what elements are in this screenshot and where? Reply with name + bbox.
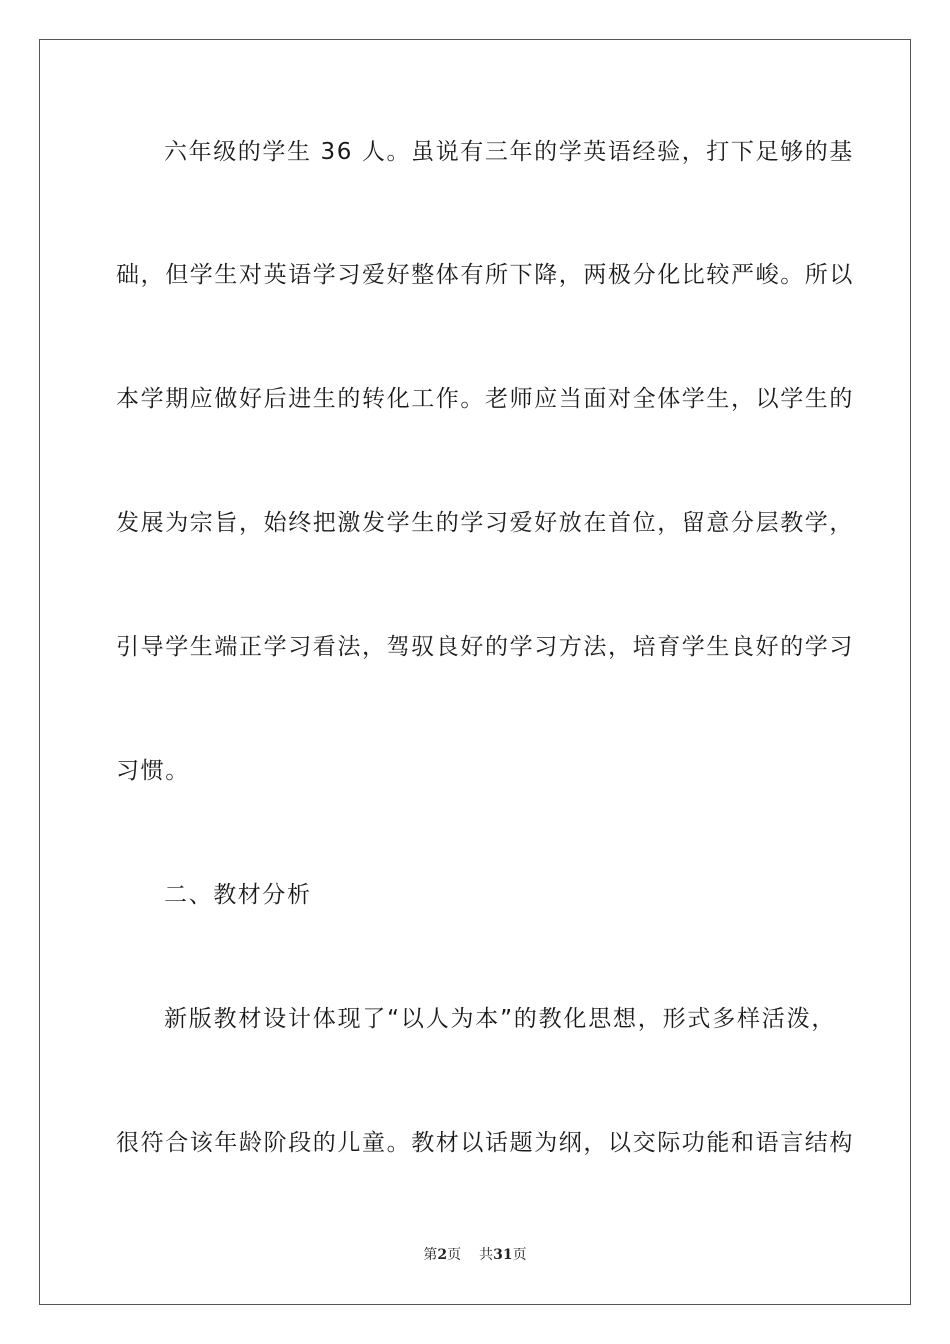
page-suffix: 页	[447, 1247, 462, 1263]
total-suffix: 页	[512, 1247, 527, 1263]
paragraph-line-1: 六年级的学生 36 人。虽说有三年的学英语经验，打下足够的基	[164, 139, 854, 165]
paragraph-line-8: 很符合该年龄阶段的儿童。教材以话题为纲，以交际功能和语言结构	[116, 1130, 854, 1156]
paragraph-line-7: 新版教材设计体现了“以人为本”的教化思想，形式多样活泼，	[164, 1006, 836, 1032]
page-footer	[0, 1246, 950, 1264]
page-prefix: 第	[423, 1247, 438, 1263]
page-number: 2	[437, 1247, 448, 1263]
total-pages: 31	[493, 1247, 513, 1263]
paragraph-line-2: 础，但学生对英语学习爱好整体有所下降，两极分化比较严峻。所以	[116, 262, 854, 288]
paragraph-line-5: 引导学生端正学习看法，驾驭良好的学习方法，培育学生良好的学习	[116, 634, 854, 660]
total-prefix: 共	[479, 1247, 494, 1263]
section-heading: 二、教材分析	[164, 882, 312, 908]
page-border	[39, 39, 911, 1305]
paragraph-line-3: 本学期应做好后进生的转化工作。老师应当面对全体学生，以学生的	[116, 386, 854, 412]
paragraph-line-6: 习惯。	[116, 758, 190, 784]
paragraph-line-4: 发展为宗旨，始终把激发学生的学习爱好放在首位，留意分层教学，	[116, 510, 854, 536]
